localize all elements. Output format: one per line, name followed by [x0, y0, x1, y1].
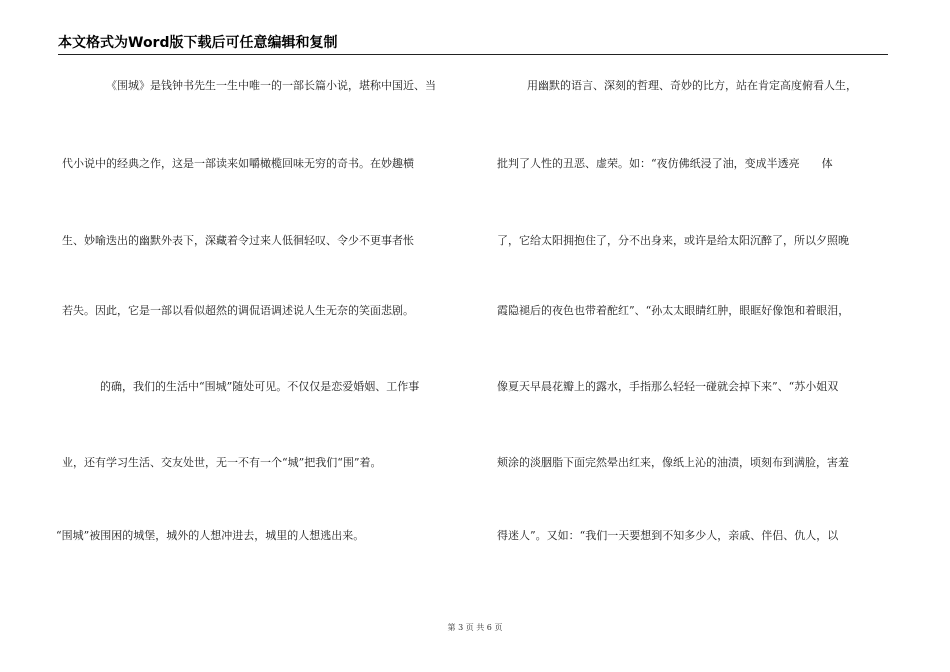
text-line: 业，还有学习生活、交友处世，无一不有一个“城”把我们“围”着。: [62, 456, 382, 469]
text-line: 《围城》是钱钟书先生一生中唯一的一部长篇小说，堪称中国近、当: [106, 79, 436, 92]
text-line: 像夏天早晨花瓣上的露水，手指那么轻轻一碰就会掉下来”、“苏小姐双: [497, 380, 839, 393]
page-footer: [0, 622, 950, 633]
text-line: 生、妙喻迭出的幽默外表下，深藏着令过来人低徊轻叹、令少不更事者怅: [62, 234, 414, 247]
text-line: “围城”被围困的城堡，城外的人想冲进去，城里的人想逃出来。: [56, 529, 365, 542]
text-line: 得迷人”。又如：“我们一天要想到不知多少人，亲戚、伴侣、仇人，以: [497, 529, 839, 542]
text-line: 代小说中的经典之作，这是一部读来如嚼橄榄回味无穷的奇书。在妙趣横: [62, 157, 414, 170]
right-text-column: [497, 0, 892, 672]
text-line: 用幽默的语言、深刻的哲理、奇妙的比方，站在肯定高度俯看人生，: [527, 79, 857, 92]
text-line: 颊涂的淡胭脂下面完然晕出红来，像纸上沁的油渍，顷刻布到满脸，害羞: [497, 456, 849, 469]
text-line: 的确，我们的生活中“围城”随处可见。不仅仅是恋爱婚姻、工作事: [100, 380, 420, 393]
page-number: 第 3 页 共 6 页: [447, 623, 503, 632]
left-text-column: [56, 0, 462, 672]
text-line: 霞隐褪后的夜色也带着酡红”、“孙太太眼睛红肿，眼眶好像饱和着眼泪，: [497, 304, 850, 317]
header-title: 本文格式为Word版下载后可任意编辑和复制: [58, 35, 338, 51]
text-line: 若失。因此，它是一部以看似超然的调侃语调述说人生无奈的笑面悲剧。: [62, 304, 414, 317]
text-line: 批判了人性的丑恶、虚荣。如：“夜仿佛纸浸了油，变成半透亮 体: [497, 157, 833, 170]
text-line: 了，它给太阳拥抱住了，分不出身来，或许是给太阳沉醉了，所以夕照晚: [497, 234, 849, 247]
